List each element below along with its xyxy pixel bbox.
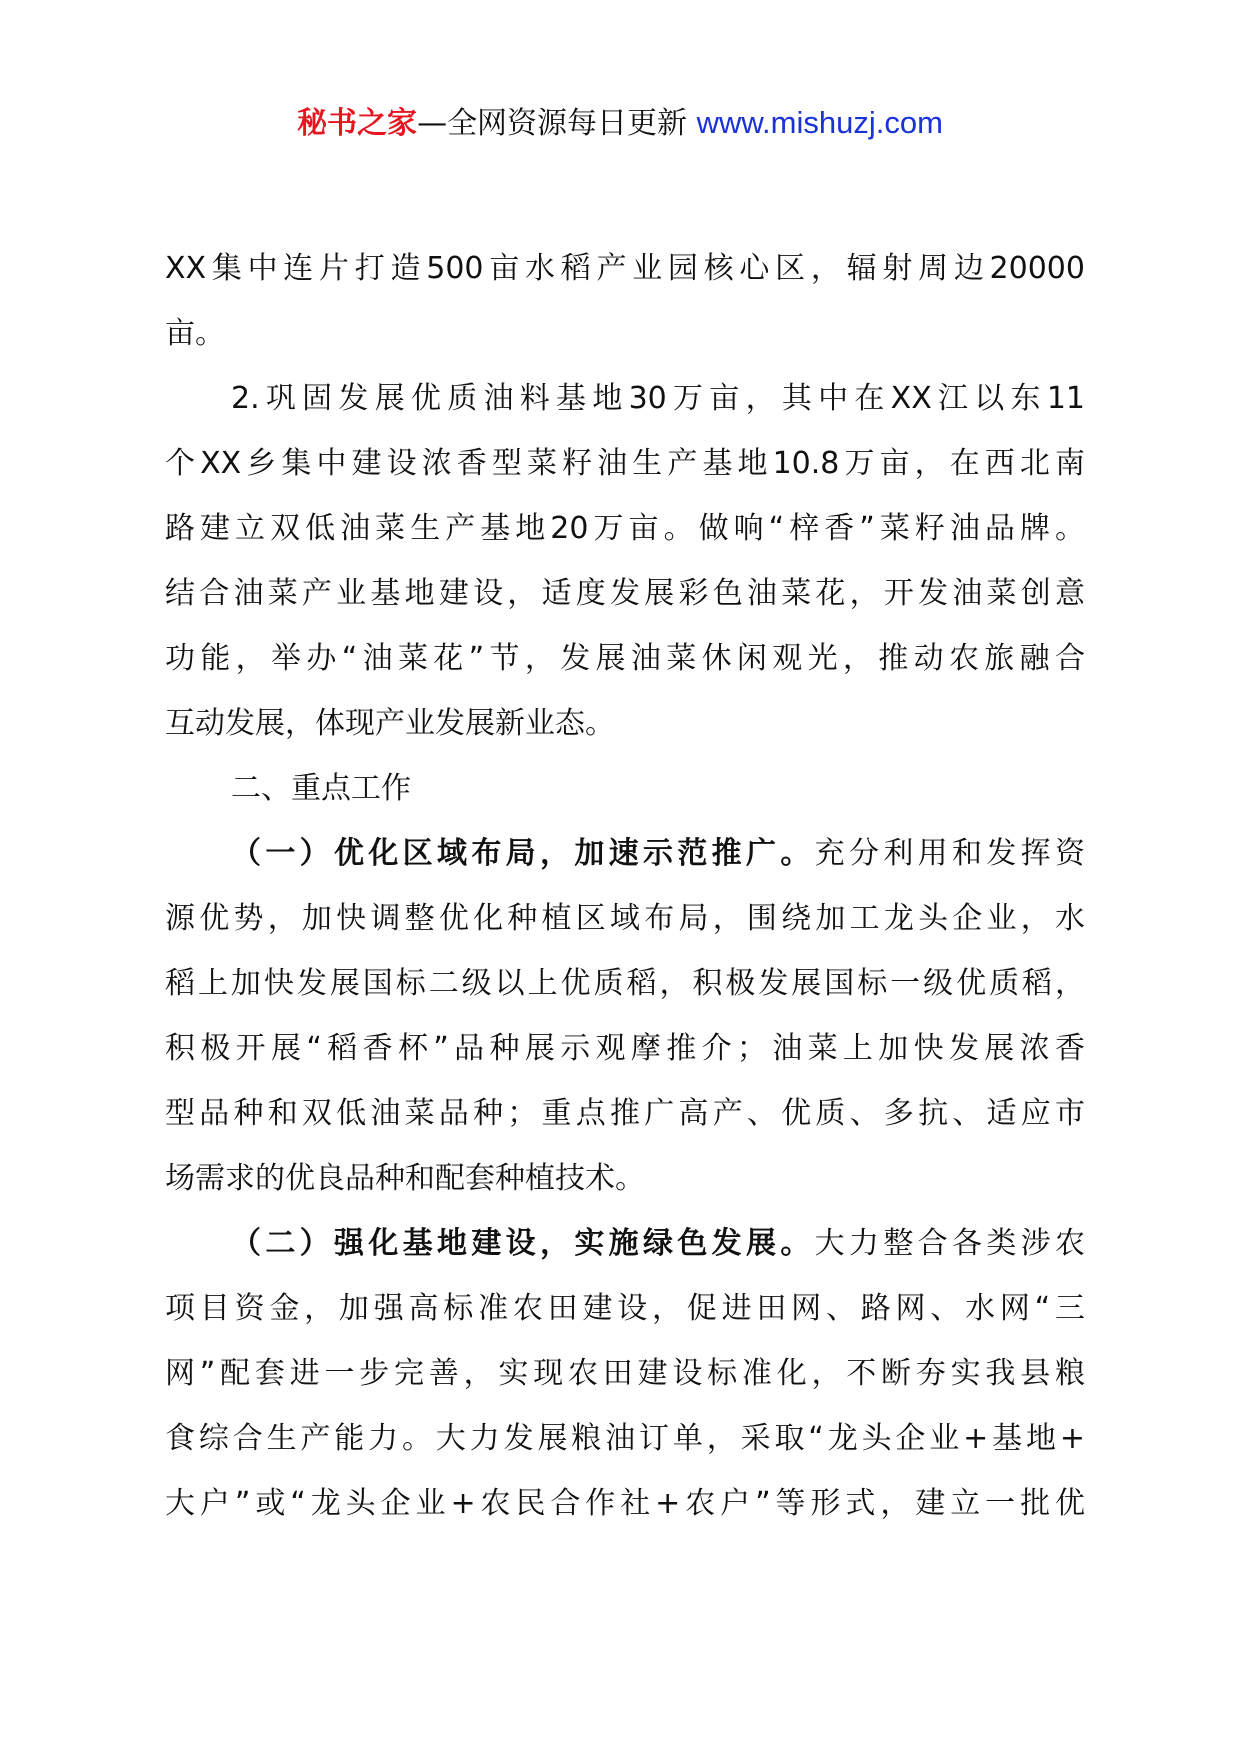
brand-name: 秘书之家 bbox=[297, 106, 418, 141]
section-heading: 二、重点工作 bbox=[231, 771, 411, 806]
body-line: 功能，举办“油菜花”节，发展油菜休闲观光，推动农旅融合 bbox=[165, 641, 1085, 676]
subsection-heading: （一）优化区域布局，加速示范推广。 bbox=[231, 836, 815, 871]
body-line-text: 充分利用和发挥资 bbox=[814, 836, 1086, 871]
subsection-heading: （二）强化基地建设，实施绿色发展。 bbox=[231, 1226, 815, 1261]
body-line: 型品种和双低油菜品种；重点推广高产、优质、多抗、适应市 bbox=[165, 1096, 1085, 1131]
header-slogan: —全网资源每日更新 bbox=[417, 106, 688, 141]
body-line bbox=[165, 1211, 1085, 1276]
body-line bbox=[165, 821, 1085, 886]
body-line: 个XX乡集中建设浓香型菜籽油生产基地10.8万亩，在西北南 bbox=[165, 446, 1085, 481]
website-link[interactable]: www.mishuzj.com bbox=[696, 105, 943, 140]
body-line: 亩。 bbox=[165, 316, 225, 351]
body-line: 路建立双低油菜生产基地20万亩。做响“梓香”菜籽油品牌。 bbox=[165, 511, 1085, 546]
body-line: 积极开展“稻香杯”品种展示观摩推介；油菜上加快发展浓香 bbox=[165, 1031, 1085, 1066]
body-line: 2.巩固发展优质油料基地30万亩，其中在XX江以东11 bbox=[231, 381, 1085, 416]
body-line: 稻上加快发展国标二级以上优质稻，积极发展国标一级优质稻， bbox=[165, 966, 1085, 1001]
body-line-text: 大力整合各类涉农 bbox=[814, 1226, 1086, 1261]
body-line: 结合油菜产业基地建设，适度发展彩色油菜花，开发油菜创意 bbox=[165, 576, 1085, 611]
body-line: 互动发展，体现产业发展新业态。 bbox=[165, 706, 615, 741]
body-line: 食综合生产能力。大力发展粮油订单，采取“龙头企业+基地+ bbox=[165, 1421, 1085, 1456]
page-header bbox=[0, 98, 1240, 149]
document-body bbox=[165, 236, 1085, 1536]
body-line: 项目资金，加强高标准农田建设，促进田网、路网、水网“三 bbox=[165, 1291, 1085, 1326]
body-line: 源优势，加快调整优化种植区域布局，围绕加工龙头企业，水 bbox=[165, 901, 1085, 936]
body-line: 大户”或“龙头企业+农民合作社+农户”等形式，建立一批优 bbox=[165, 1486, 1085, 1521]
body-line: 网”配套进一步完善，实现农田建设标准化，不断夯实我县粮 bbox=[165, 1356, 1085, 1391]
body-line: XX集中连片打造500亩水稻产业园核心区，辐射周边20000 bbox=[165, 251, 1085, 286]
body-line: 场需求的优良品种和配套种植技术。 bbox=[165, 1161, 645, 1196]
